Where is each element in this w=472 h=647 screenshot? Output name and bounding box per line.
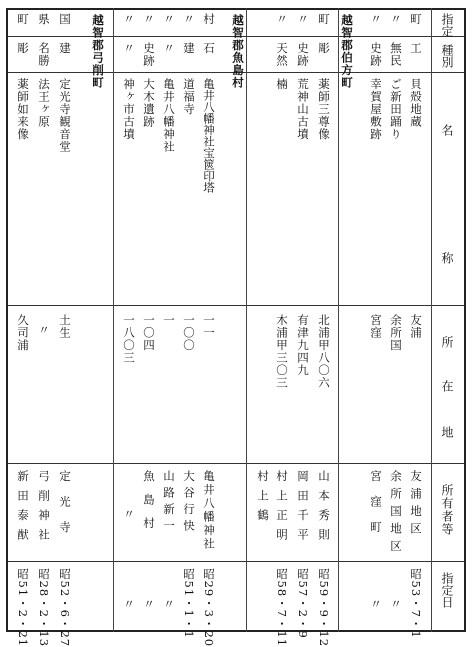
cell-name: 楠 xyxy=(275,78,289,91)
cell-date: 昭28・2・13 xyxy=(37,568,51,647)
right-rule xyxy=(464,8,466,632)
cell-shubetsu: 名勝 xyxy=(37,42,51,67)
header-column-rule xyxy=(431,8,432,632)
cell-owner: 友浦地区 xyxy=(409,470,423,540)
cell-date: 〃 xyxy=(369,598,383,611)
cell-name: 亀井八幡神社 xyxy=(162,78,176,153)
cell-shitei: 〃 xyxy=(389,13,403,26)
cell-shubetsu: 史跡 xyxy=(296,42,310,67)
cell-location: 宮窪 xyxy=(369,314,383,339)
cell-name: ご新田踊り xyxy=(389,78,403,141)
cell-shitei: 村 xyxy=(202,13,216,26)
cell-shubetsu: 建 xyxy=(58,42,72,55)
cell-shitei: 〃 xyxy=(122,13,136,26)
cell-name: 定光寺観音堂 xyxy=(58,78,72,153)
cell-owner: 大谷行快 xyxy=(182,470,196,536)
section-heading-uoshima: 越智郡魚島村 xyxy=(231,14,245,89)
cell-date: 〃 xyxy=(162,598,176,611)
cell-shubetsu: 石 xyxy=(202,42,216,55)
cell-date: 昭57・2・9 xyxy=(296,568,310,639)
cell-owner: 〃 xyxy=(122,508,136,521)
cell-location: 土生 xyxy=(58,314,72,339)
cell-shubetsu: 天然 xyxy=(275,42,289,67)
cell-shitei: 国 xyxy=(58,13,72,26)
header-owner: 所有者等 xyxy=(440,484,454,536)
cell-name: 薬師三尊像 xyxy=(317,78,331,141)
header-shubetsu: 種別 xyxy=(440,44,454,68)
cell-shubetsu: 彫 xyxy=(16,42,30,55)
header-date: 指定日 xyxy=(440,572,454,608)
cell-owner: 山本秀則 xyxy=(317,470,331,548)
cell-owner: 弓削神社 xyxy=(37,470,51,548)
header-name-1: 名 xyxy=(440,124,454,136)
cell-owner: 宮窪町 xyxy=(369,470,383,547)
cell-owner: 魚島村 xyxy=(142,470,156,541)
section-heading-yuge: 越智郡弓削町 xyxy=(91,14,105,89)
cell-owner: 山路新一 xyxy=(162,470,176,536)
top-rule xyxy=(6,8,465,10)
cell-name: 法王ヶ原 xyxy=(37,78,51,128)
cell-name: 亀井八幡神社宝篋印塔 xyxy=(202,78,216,193)
cell-owner: 村上鶴 xyxy=(256,470,270,529)
cell-location: 一一 xyxy=(202,314,216,339)
cell-name: 神ヶ市古墳 xyxy=(122,78,136,141)
header-location-3: 地 xyxy=(440,426,454,438)
section-divider-3 xyxy=(113,8,114,632)
cell-date: 昭51・2・21 xyxy=(16,568,30,647)
cell-location: 一〇四 xyxy=(142,314,156,352)
section-divider-1 xyxy=(338,8,339,632)
cultural-property-table xyxy=(6,8,465,647)
cell-location: 友浦 xyxy=(409,314,423,339)
cell-date: 昭52・6・27 xyxy=(58,568,72,647)
cell-shitei: 県 xyxy=(37,13,51,26)
bottom-rule xyxy=(6,630,465,632)
header-location-2: 在 xyxy=(440,380,454,392)
cell-shubetsu: 〃 xyxy=(122,42,136,55)
cell-shitei: 〃 xyxy=(275,13,289,26)
cell-name: 幸賀屋敷跡 xyxy=(369,78,383,141)
cell-name: 道福寺 xyxy=(182,78,196,116)
cell-location: 北浦甲八〇六 xyxy=(317,314,331,389)
cell-date: 昭53・7・1 xyxy=(409,568,423,639)
cell-date: 〃 xyxy=(122,598,136,611)
cell-shitei: 〃 xyxy=(369,13,383,26)
cell-owner: 亀井八幡神社 xyxy=(202,470,216,551)
cell-shubetsu: 工 xyxy=(409,42,423,55)
cell-shubetsu: 彫 xyxy=(317,42,331,55)
cell-owner: 村上正明 xyxy=(275,470,289,548)
cell-name: 荒神山古墳 xyxy=(296,78,310,141)
cell-location: 余所国 xyxy=(389,314,403,352)
cell-date: 昭51・1・1 xyxy=(182,568,196,639)
cell-date: 昭58・7・11 xyxy=(275,568,289,647)
header-location-1: 所 xyxy=(440,336,454,348)
cell-shitei: 町 xyxy=(317,13,331,26)
cell-name: 薬師如来像 xyxy=(16,78,30,141)
left-rule xyxy=(6,8,8,632)
cell-shubetsu: 建 xyxy=(182,42,196,55)
cell-location: 木浦甲三〇三 xyxy=(275,314,289,389)
cell-shitei: 町 xyxy=(409,13,423,26)
cell-owner: 岡田千平 xyxy=(296,470,310,548)
cell-location: 〃 xyxy=(37,324,51,337)
cell-shubetsu: 史跡 xyxy=(369,42,383,67)
header-name-2: 称 xyxy=(440,252,454,264)
section-divider-2 xyxy=(246,8,247,632)
header-shitei: 指定 xyxy=(440,13,454,37)
cell-shubetsu: 無民 xyxy=(389,42,403,67)
name-rule xyxy=(6,305,465,306)
cell-date: 〃 xyxy=(389,598,403,611)
cell-location: 久司浦 xyxy=(16,314,30,352)
cell-name: 貝殻地蔵 xyxy=(409,78,423,128)
cell-owner: 新田泰猷 xyxy=(16,470,30,548)
cell-owner: 定光寺 xyxy=(58,470,72,547)
cell-shubetsu: 史跡 xyxy=(142,42,156,67)
cell-date: 昭29・3・20 xyxy=(202,568,216,647)
cell-date: 昭59・9・12 xyxy=(317,568,331,647)
cell-shitei: 町 xyxy=(16,13,30,26)
cell-shitei: 〃 xyxy=(142,13,156,26)
cell-location: 一〇〇 xyxy=(182,314,196,352)
cell-location: 有津九四九 xyxy=(296,314,310,377)
cell-owner: 余所国地区 xyxy=(389,470,403,558)
location-rule xyxy=(6,463,465,464)
cell-shubetsu: 〃 xyxy=(162,42,176,55)
cell-shitei: 〃 xyxy=(162,13,176,26)
cell-location: 一 xyxy=(162,314,176,327)
owner-rule xyxy=(6,561,465,562)
cell-date: 〃 xyxy=(142,598,156,611)
section-heading-hakata: 越智郡伯方町 xyxy=(340,14,354,89)
cell-name: 大木遺跡 xyxy=(142,78,156,128)
cell-shitei: 〃 xyxy=(182,13,196,26)
cell-shitei: 〃 xyxy=(296,13,310,26)
cell-location: 一八〇三 xyxy=(122,314,136,364)
